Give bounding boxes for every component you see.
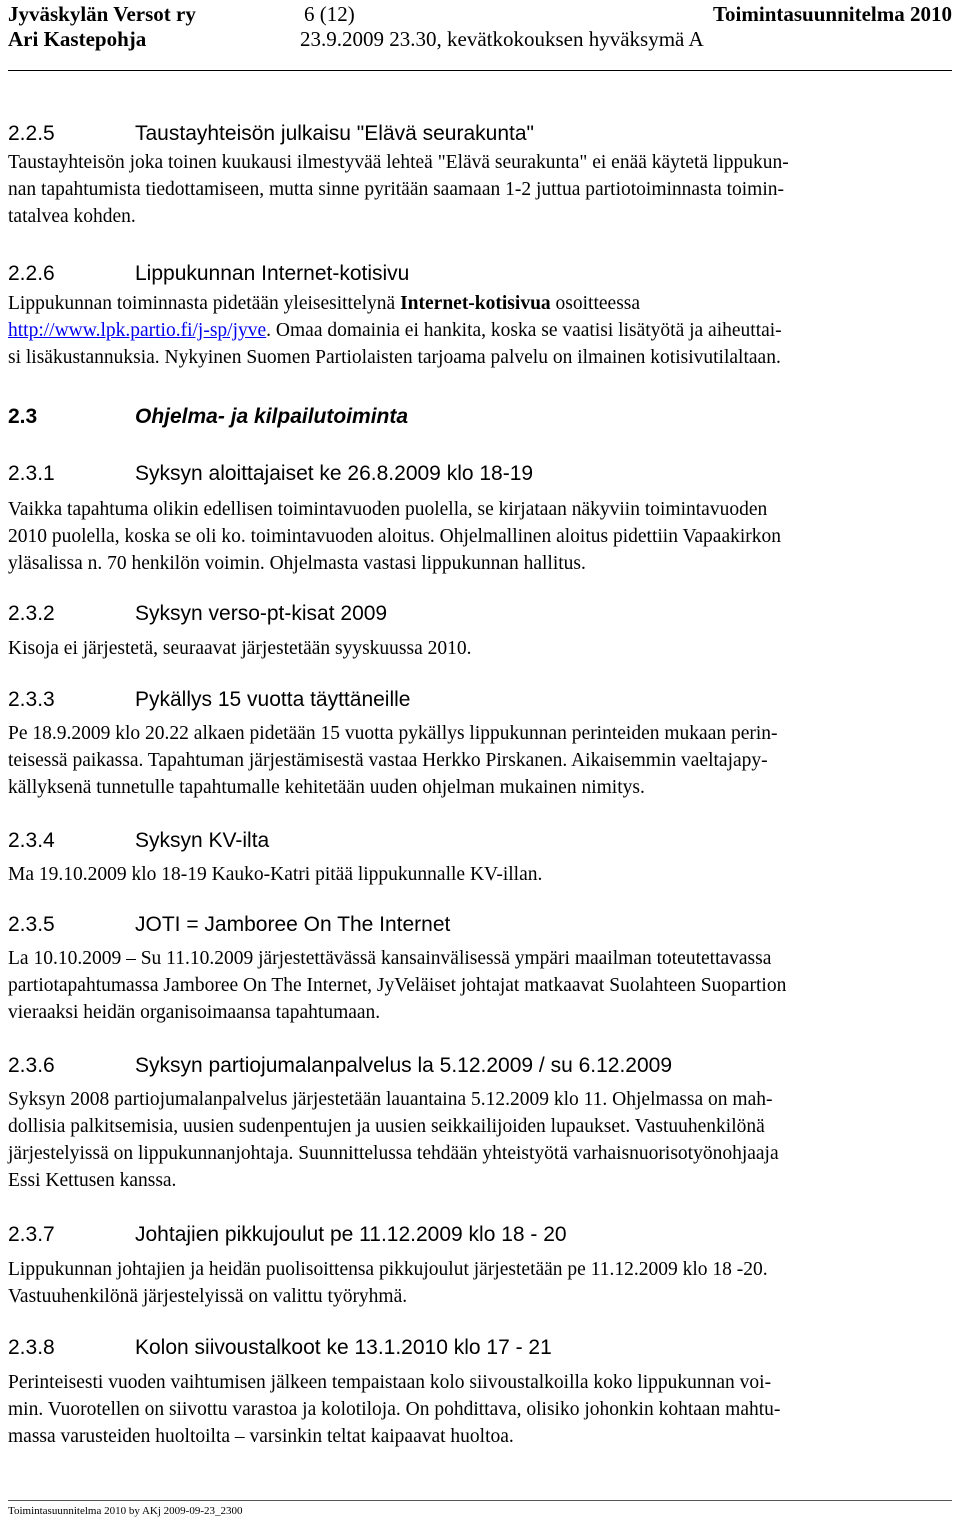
section-number: 2.3.5 (8, 913, 55, 936)
section-body-2-3-4 (8, 861, 952, 888)
text-line: Syksyn 2008 partiojumalanpalvelus järjestetään lauantaina 5.12.2009 klo 11. Ohjelmassa on mah- (8, 1089, 773, 1110)
section-number: 2.2.6 (8, 262, 55, 285)
text-line: Taustayhteisön joka toinen kuukausi ilmestyvää lehteä "Elävä seurakunta" ei enää käytetä lippukun- (8, 152, 789, 173)
section-body-2-3-8 (8, 1369, 952, 1450)
section-title: JOTI = Jamboree On The Internet (135, 913, 451, 936)
section-title: Ohjelma- ja kilpailutoiminta (135, 405, 409, 428)
section-body-2-3-2 (8, 635, 952, 662)
section-body-2-2-6 (8, 290, 952, 371)
text-line: dollisia palkitsemisia, uusien sudenpentujen ja uusien seikkailijoiden lupaukset. Vastuuhenkilönä (8, 1116, 765, 1137)
text-line: Vastuuhenkilönä järjestelyissä on valittu työryhmä. (8, 1286, 408, 1307)
section-title: Johtajien pikkujoulut pe 11.12.2009 klo 18 - 20 (135, 1223, 567, 1246)
text-line: La 10.10.2009 – Su 11.10.2009 järjestettävässä kansainvälisessä ympäri maailman toteutettavassa (8, 948, 772, 969)
text-line: Perinteisesti vuoden vaihtumisen jälkeen tempaistaan kolo siivoustalkoilla koko lippukunnan voi- (8, 1372, 772, 1393)
section-number: 2.3.7 (8, 1223, 55, 1246)
text-line: vieraaksi heidän organisoimaansa tapahtumaan. (8, 1002, 381, 1023)
header-author: Ari Kastepohja (8, 27, 147, 51)
section-body-2-3-7 (8, 1256, 952, 1310)
text-run: osoitteessa (550, 293, 641, 314)
text-line: min. Vuorotellen on siivottu varastoa ja kolotiloja. On pohdittava, olisiko johonkin kohtaan mahtu- (8, 1399, 781, 1420)
text-line: partiotapahtumassa Jamboree On The Internet, JyVeläiset johtajat matkaavat Suolahteen Suopartion (8, 975, 787, 996)
header-document-title: Toimintasuunnitelma 2010 (712, 2, 952, 26)
text-line: nan tapahtumista tiedottamiseen, mutta sinne pyritään saamaan 1-2 juttua partiotoiminnasta toimin- (8, 179, 785, 200)
footer-divider (8, 1500, 952, 1501)
text-line: järjestelyissä on lippukunnanjohtaja. Suunnittelussa tehdään yhteistyötä varhaisnuorisotyönohjaaja (8, 1143, 779, 1164)
section-body-2-3-6 (8, 1086, 952, 1194)
section-number: 2.2.5 (8, 122, 55, 145)
section-body-2-2-5 (8, 149, 952, 230)
header-divider (8, 70, 952, 71)
text-line: Vaikka tapahtuma olikin edellisen toimintavuoden puolella, se kirjataan näkyviin toimintavuoden (8, 499, 768, 520)
section-title: Kolon siivoustalkoot ke 13.1.2010 klo 17 - 21 (135, 1336, 552, 1359)
text-line (8, 290, 952, 317)
text-line: yläsalissa n. 70 henkilön voimin. Ohjelmasta vastasi lippukunnan hallitus. (8, 553, 586, 574)
text-line: Kisoja ei järjestetä, seuraavat järjestetään syyskuussa 2010. (8, 638, 472, 659)
section-title: Pykällys 15 vuotta täyttäneille (135, 688, 411, 711)
text-line: teisessä paikassa. Tapahtuman järjestämisestä vastaa Herkko Pirskanen. Aikaisemmin vaeltajapy- (8, 750, 768, 771)
section-number: 2.3 (8, 405, 38, 428)
text-line: källyksenä tunnetulle tapahtumalle kehitetään uuden ohjelman mukainen nimitys. (8, 777, 645, 798)
header-page-number: 6 (12) (304, 2, 355, 26)
bold-text: Internet-kotisivua (400, 293, 551, 314)
text-line: Lippukunnan johtajien ja heidän puolisoittensa pikkujoulut järjestetään pe 11.12.2009 klo 18 -20. (8, 1259, 768, 1280)
section-title: Syksyn partiojumalanpalvelus la 5.12.2009 / su 6.12.2009 (135, 1054, 673, 1077)
text-line: tatalvea kohden. (8, 206, 136, 227)
section-title: Syksyn KV-ilta (135, 829, 270, 852)
section-title: Taustayhteisön julkaisu "Elävä seurakunta" (135, 122, 534, 145)
section-body-2-3-5 (8, 945, 952, 1026)
section-number: 2.3.3 (8, 688, 55, 711)
text-line: 2010 puolella, koska se oli ko. toimintavuoden aloitus. Ohjelmallinen aloitus pidettiin Vapaakirkon (8, 526, 782, 547)
header-date-note: 23.9.2009 23.30, kevätkokouksen hyväksymä A (300, 27, 704, 51)
section-title: Syksyn aloittajaiset ke 26.8.2009 klo 18-19 (135, 462, 534, 485)
header-organization: Jyväskylän Versot ry (8, 2, 196, 26)
section-title: Syksyn verso-pt-kisat 2009 (135, 602, 388, 625)
text-line: Pe 18.9.2009 klo 20.22 alkaen pidetään 15 vuotta pykällys lippukunnan perinteiden mukaan perin- (8, 723, 778, 744)
text-run: . Omaa domainia ei hankita, koska se vaatisi lisätyötä ja aiheuttai- (266, 320, 782, 341)
text-run: Lippukunnan toiminnasta pidetään yleisesittelynä (8, 293, 401, 314)
text-line: massa varusteiden huoltoilta – varsinkin teltat kaipaavat huoltoa. (8, 1426, 514, 1447)
section-body-2-3-1 (8, 496, 952, 577)
section-title: Lippukunnan Internet-kotisivu (135, 262, 410, 285)
text-line (8, 317, 952, 344)
text-line: Essi Kettusen kanssa. (8, 1170, 177, 1191)
text-line: Ma 19.10.2009 klo 18-19 Kauko-Katri pitää lippukunnalle KV-illan. (8, 864, 543, 885)
page-footer: Toimintasuunnitelma 2010 by AKj 2009-09-23_2300 (8, 1505, 243, 1517)
text-line: si lisäkustannuksia. Nykyinen Suomen Partiolaisten tarjoama palvelu on ilmainen kotisivutilaltaan. (8, 347, 781, 368)
section-number: 2.3.8 (8, 1336, 55, 1359)
section-number: 2.3.1 (8, 462, 55, 485)
section-number: 2.3.4 (8, 829, 55, 852)
section-body-2-3-3 (8, 720, 952, 801)
section-number: 2.3.6 (8, 1054, 55, 1077)
section-number: 2.3.2 (8, 602, 55, 625)
homepage-link[interactable]: http://www.lpk.partio.fi/j-sp/jyve (8, 320, 267, 341)
